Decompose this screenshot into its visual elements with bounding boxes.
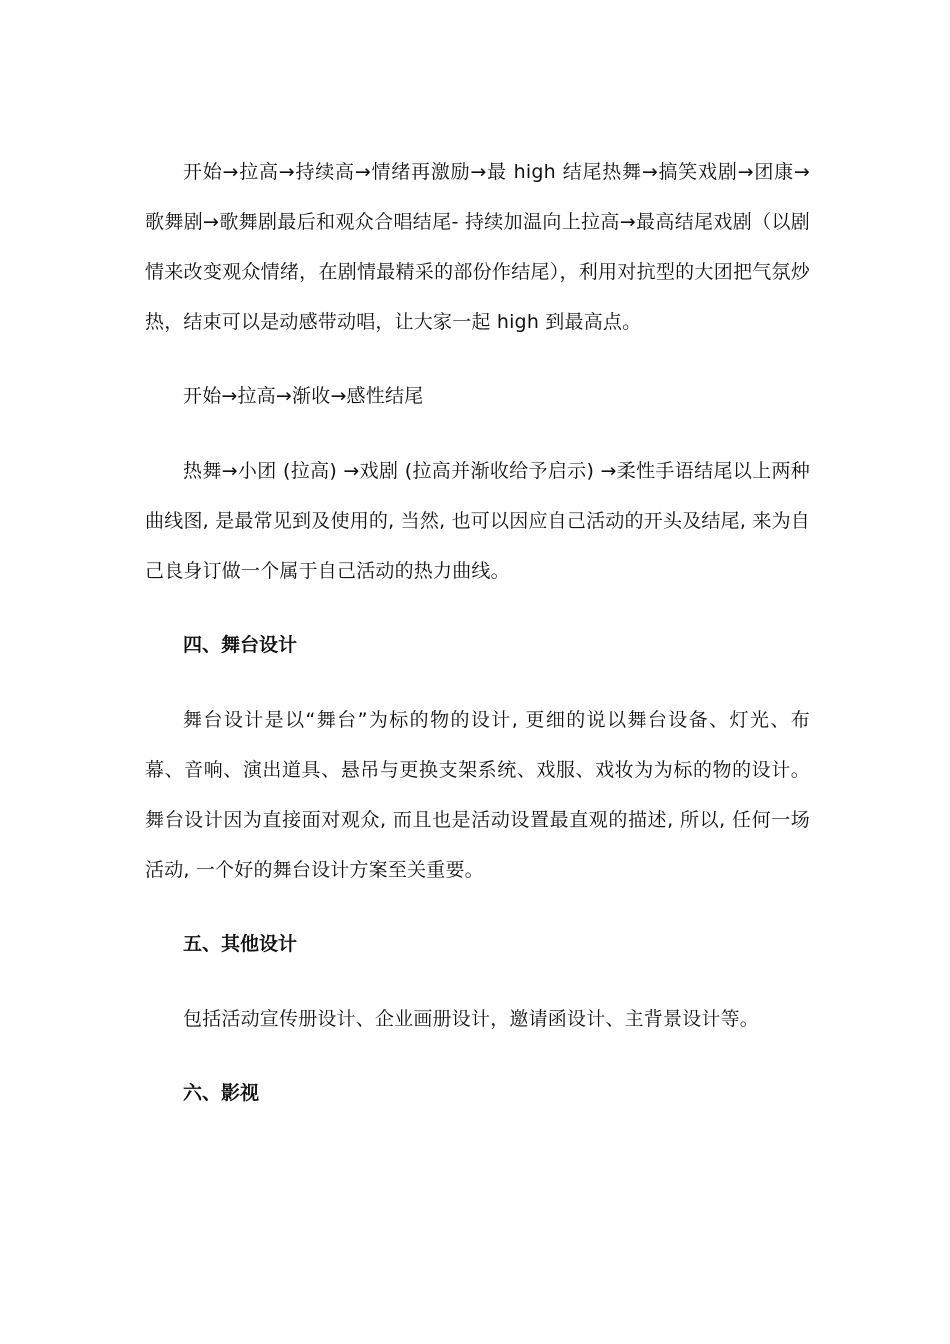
paragraph-heat-curve-example: 热舞→小团 (拉高) →戏剧 (拉高并渐收给予启示) →柔性手语结尾以上两种曲线图, 是最常见到及使用的, 当然, 也可以因应自己活动的开头及结尾, 来为自己良身订做一个属于自己活动的热力曲线。 <box>145 460 810 582</box>
paragraph-heat-curve-fading: 开始→拉高→渐收→感性结尾 <box>183 385 424 407</box>
paragraph-stage-design: 舞台设计是以“舞台”为标的物的设计, 更细的说以舞台设备、灯光、布幕、音响、演出道具、悬吊与更换支架系统、戏服、戏妆为为标的物的设计。舞台设计因为直接面对观众, 而且也是活动设置最直观的描述, 所以, 任何一场活动, 一个好的舞台设计方案至关重要。 <box>145 709 810 881</box>
heading-other-design: 五、其他设计 <box>183 933 298 955</box>
heading-film-video: 六、影视 <box>183 1082 260 1104</box>
heading-stage-design: 四、舞台设计 <box>183 634 298 656</box>
paragraph-heat-curve-rising: 开始→拉高→持续高→情绪再激励→最 high 结尾热舞→搞笑戏剧→团康→歌舞剧→歌舞剧最后和观众合唱结尾- 持续加温向上拉高→最高结尾戏剧（以剧情来改变观众情绪，在剧情最精采的部份作结尾），利用对抗型的大团把气氛炒热，结束可以是动感带动唱，让大家一起 high 到最高点。 <box>145 161 810 333</box>
paragraph-other-design: 包括活动宣传册设计、企业画册设计，邀请函设计、主背景设计等。 <box>183 1008 760 1030</box>
